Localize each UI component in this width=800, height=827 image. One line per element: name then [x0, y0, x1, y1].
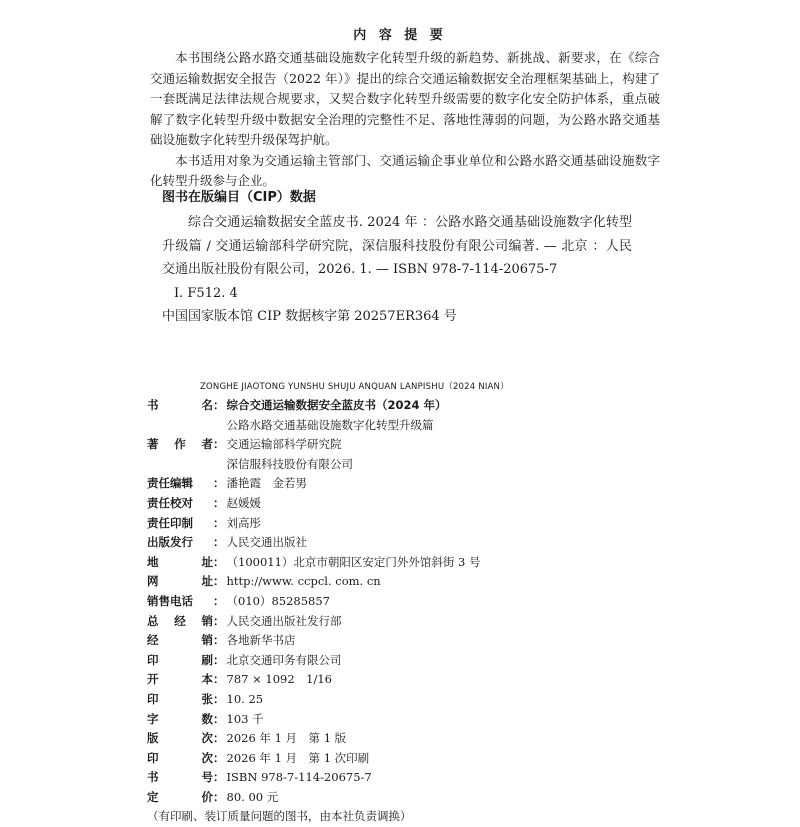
colophon-note: （有印刷、装订质量问题的图书，由本社负责调换）: [147, 809, 412, 824]
colophon-row: [147, 435, 667, 455]
colophon-row: [147, 768, 667, 788]
colophon-row: [147, 788, 667, 808]
colophon-row: [147, 514, 667, 534]
colophon-value: 潘艳霞 金若男: [226, 476, 307, 491]
colophon-value: http://www. ccpcl. com. cn: [226, 574, 381, 589]
colophon-label: 责任校对: [147, 495, 193, 510]
colophon-label: [147, 416, 213, 436]
colophon-row: [147, 553, 667, 573]
colophon-row: [147, 416, 667, 436]
colophon-value: 北京交通印务有限公司: [226, 652, 342, 667]
colophon-colon: ：: [213, 593, 225, 608]
cip-body: 综合交通运输数据安全蓝皮书. 2024 年 ：公路水路交通基础设施数字化转型升级篇 / 交通运输部科学研究院，深信服科技股份有限公司编著. — 北京 ：人民交通出版社股份有限公司，2026. 1. — ISBN 978-7-114-20675-7: [162, 215, 632, 277]
colophon-colon: ：: [213, 574, 225, 589]
colophon-colon: ：: [213, 652, 225, 667]
pinyin-title: ZONGHE JIAOTONG YUNSHU SHUJU ANQUAN LANPISHU（2024 NIAN）: [200, 382, 509, 392]
cip-section: [162, 186, 632, 329]
colophon-row: [147, 670, 667, 690]
colophon-table: [147, 396, 667, 827]
colophon-colon: ：: [213, 554, 225, 569]
colophon-colon: ：: [213, 613, 225, 628]
colophon-label: 经 销: [147, 633, 213, 648]
colophon-label: 版 次: [147, 731, 213, 746]
colophon-label: 责任印制: [147, 515, 193, 530]
colophon-label: 地 址: [147, 554, 213, 569]
colophon-value: 刘高彤: [226, 515, 261, 530]
colophon-label: 销售电话: [147, 593, 193, 608]
colophon-label: 开 本: [147, 672, 213, 687]
summary-section: [150, 48, 660, 192]
colophon-value: 交通运输部科学研究院: [226, 437, 342, 452]
colophon-colon: ：: [213, 535, 225, 550]
colophon-value: 赵媛媛: [226, 495, 261, 510]
colophon-row: [147, 494, 667, 514]
colophon-label: 印 次: [147, 750, 213, 765]
colophon-row: [147, 749, 667, 769]
colophon-value: 2026 年 1 月 第 1 版: [226, 731, 347, 746]
colophon-colon: ：: [213, 672, 225, 687]
colophon-colon: ：: [213, 495, 225, 510]
colophon-value: （010）85285857: [226, 593, 330, 608]
colophon-value: 深信服科技股份有限公司: [226, 456, 353, 471]
colophon-row: [147, 631, 667, 651]
colophon-value: 公路水路交通基础设施数字化转型升级篇: [226, 417, 434, 432]
colophon-value: 10. 25: [226, 691, 264, 706]
colophon-row: [147, 612, 667, 632]
colophon-row: [147, 396, 667, 416]
summary-title: 内 容 提 要: [353, 28, 447, 43]
colophon-colon: ：: [213, 515, 225, 530]
cip-classification: Ⅰ. F512. 4: [174, 285, 238, 301]
colophon-row: [147, 690, 667, 710]
colophon-colon: ：: [213, 731, 225, 746]
colophon-label: 著 作 者: [147, 437, 213, 452]
colophon-colon: [213, 416, 225, 436]
colophon-label: 出版发行: [147, 535, 193, 550]
colophon-colon: ：: [213, 476, 225, 491]
colophon-value: 人民交通出版社: [226, 535, 307, 550]
colophon-label: 定 价: [147, 789, 213, 804]
colophon-row: [147, 572, 667, 592]
colophon-colon: ：: [213, 437, 225, 452]
colophon-row: [147, 710, 667, 730]
colophon-value: 综合交通运输数据安全蓝皮书（2024 年）: [226, 398, 447, 412]
colophon-colon: ：: [213, 398, 225, 412]
colophon-row: [147, 592, 667, 612]
colophon-colon: ：: [213, 691, 225, 706]
colophon-value: 787 × 1092 1/16: [226, 672, 332, 687]
colophon-row: [147, 729, 667, 749]
colophon-row: [147, 455, 667, 475]
colophon-colon: ：: [213, 770, 225, 785]
colophon-colon: ：: [213, 633, 225, 648]
colophon-label: 网 址: [147, 574, 213, 589]
colophon-row: [147, 474, 667, 494]
colophon-value: 人民交通出版社发行部: [226, 613, 342, 628]
colophon-value: 80. 00 元: [226, 789, 279, 804]
colophon-colon: ：: [213, 711, 225, 726]
colophon-value: 103 千: [226, 711, 264, 726]
colophon-value: ISBN 978-7-114-20675-7: [226, 770, 372, 785]
colophon-label: 印 张: [147, 691, 213, 706]
colophon-value: （100011）北京市朝阳区安定门外外馆斜街 3 号: [226, 554, 481, 569]
colophon-label: [147, 455, 213, 475]
colophon-label: 书 号: [147, 770, 213, 785]
colophon-row: [147, 651, 667, 671]
colophon-colon: ：: [213, 789, 225, 804]
colophon-label: 字 数: [147, 711, 213, 726]
cip-verification: 中国国家版本馆 CIP 数据核字第 20257ER364 号: [162, 309, 457, 324]
cip-title: 图书在版编目（CIP）数据: [162, 190, 316, 205]
summary-paragraph: 本书适用对象为交通运输主管部门、交通运输企事业单位和公路水路交通基础设施数字化转型升级参与企业。: [150, 152, 660, 188]
colophon-value: 各地新华书店: [226, 633, 296, 648]
colophon-label: 责任编辑: [147, 476, 193, 491]
colophon-label: 印 刷: [147, 652, 213, 667]
colophon-colon: ：: [213, 750, 225, 765]
colophon-label: 总 经 销: [147, 613, 213, 628]
colophon-colon: [213, 455, 225, 475]
summary-paragraph: 本书围绕公路水路交通基础设施数字化转型升级的新趋势、新挑战、新要求，在《综合交通运输数据安全报告（2022 年）》提出的综合交通运输数据安全治理框架基础上，构建了一套既满足法律法规合规要求，又契合数字化转型升级需要的数字化安全防护体系，重点破解了数字化转型升级中数据安全治理的完整性不足、落地性薄弱的问题，为公路水路交通基础设施数字化转型升级保驾护航。: [150, 50, 660, 147]
colophon-label: 书 名: [147, 398, 213, 412]
colophon-value: 2026 年 1 月 第 1 次印刷: [226, 750, 370, 765]
colophon-row: [147, 533, 667, 553]
